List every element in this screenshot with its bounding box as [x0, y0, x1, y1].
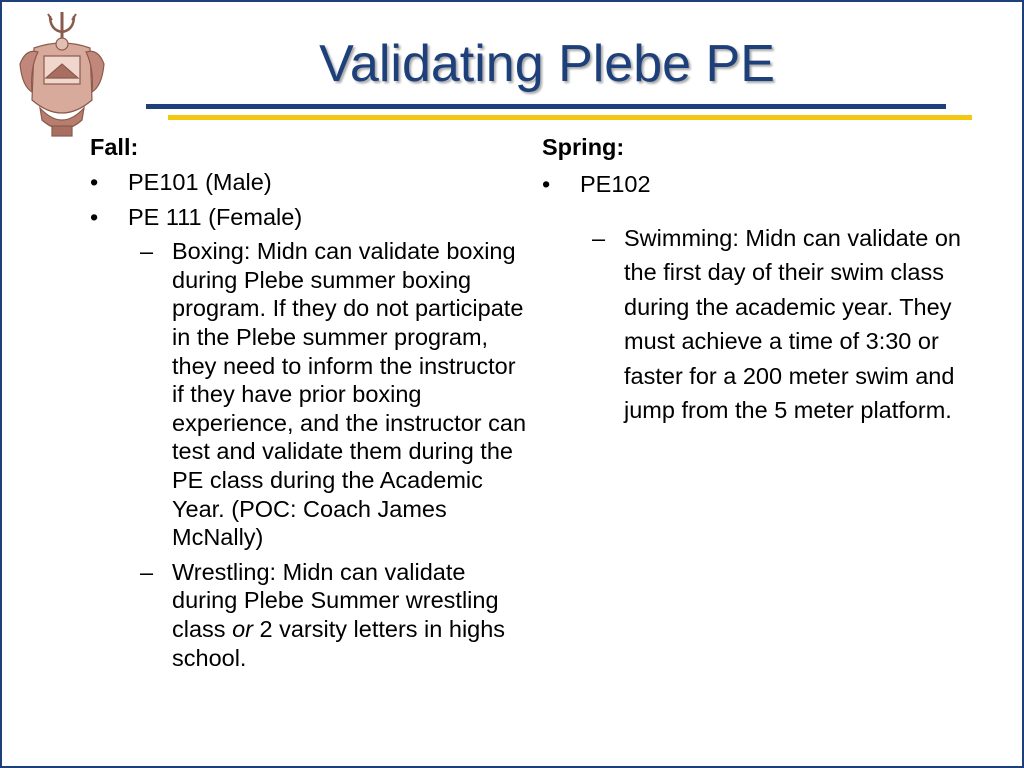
page-title: Validating Plebe PE: [319, 35, 775, 93]
dash-marker: –: [592, 224, 606, 251]
bullet-marker: •: [90, 169, 99, 195]
dash-marker: –: [140, 558, 154, 585]
sub-text: Wrestling: Midn can validate during Plebe Summer wrestling class: [172, 558, 499, 642]
fall-sub-boxing: [90, 237, 530, 552]
spring-bullet-pe102: [542, 170, 962, 199]
dash-marker: –: [140, 238, 154, 265]
spring-column: [542, 132, 962, 434]
sub-text: 2 varsity letters in highs school.: [172, 615, 506, 671]
bullet-text: PE 111 (Female): [128, 203, 303, 230]
fall-bullet-pe101: [90, 168, 530, 197]
fall-bullet-pe111: [90, 203, 530, 232]
naval-academy-crest-icon: [12, 8, 112, 148]
fall-heading: Fall:: [90, 134, 139, 160]
spring-sub-swimming: [542, 221, 962, 428]
title-rule-gold: [168, 115, 972, 120]
bullet-marker: •: [90, 203, 99, 230]
title-rule-blue: [146, 104, 946, 109]
bullet-marker: •: [542, 171, 551, 197]
fall-sub-wrestling: [90, 558, 530, 672]
bullet-text: PE102: [580, 171, 651, 197]
spring-heading: Spring:: [542, 134, 625, 160]
sub-text: Boxing: Midn can validate boxing during Plebe summer boxing program. If they do not participate in the Plebe summer program, they need to inform the instructor if they have prior boxing experience, and the instructor can test and validate them during the PE class during the Academic Year. (POC: Coach James McNally): [172, 238, 527, 551]
fall-column: [90, 132, 530, 678]
sub-text-emphasis: or: [232, 615, 253, 642]
bullet-text: PE101 (Male): [128, 169, 272, 195]
sub-text: Swimming: Midn can validate on the first day of their swim class during the academic year. They must achieve a time of 3:30 or faster for a 200 meter swim and jump from the 5 meter platform.: [624, 224, 961, 424]
